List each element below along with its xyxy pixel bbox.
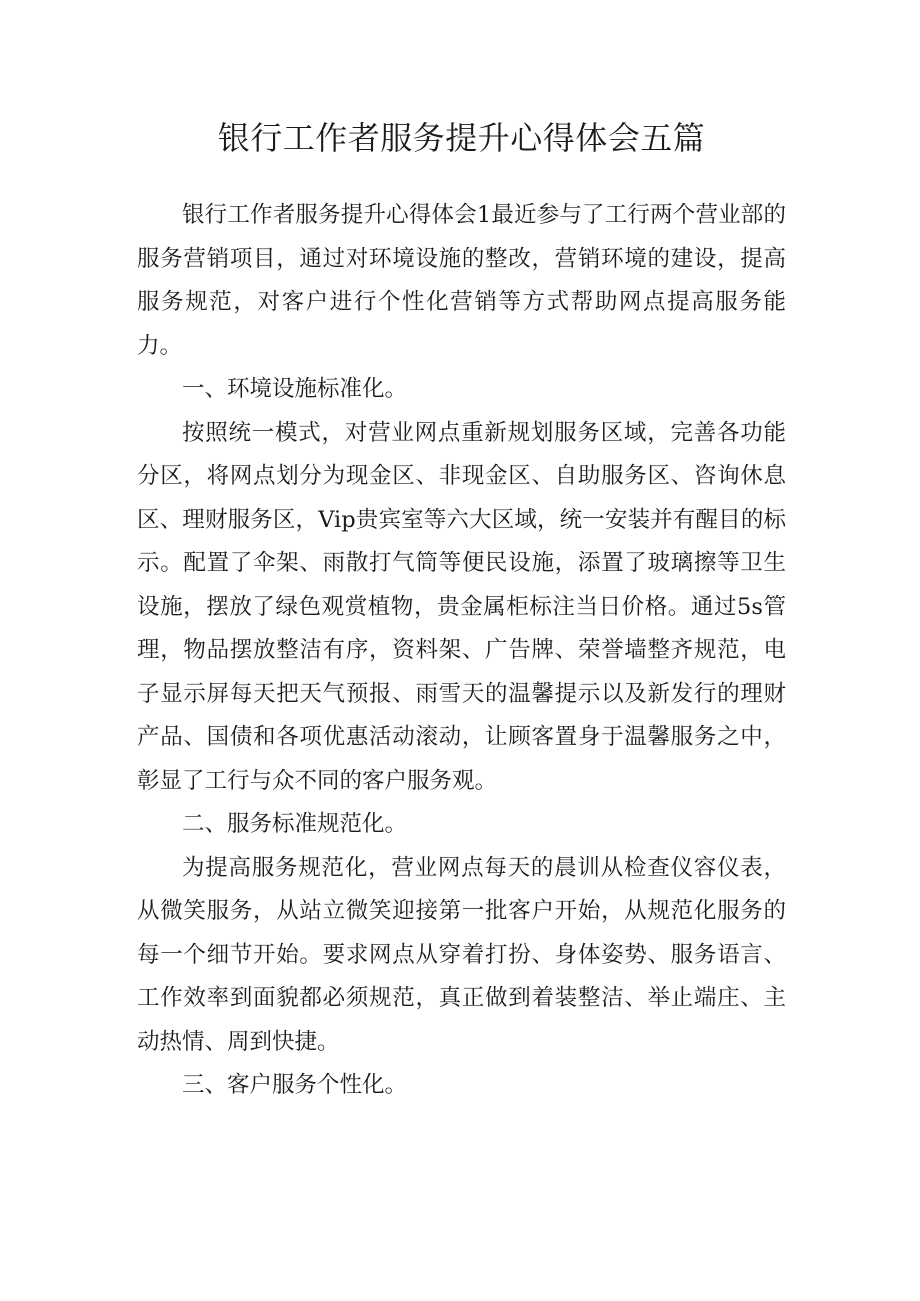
section-heading-environment: 一、环境设施标准化。 — [182, 376, 408, 402]
environment-paragraph: 按照统一模式，对营业网点重新规划服务区域，完善各功能分区，将网点划分为现金区、非现金区、自助服务区、咨询休息区、理财服务区，Vip贵宾室等六大区域，统一安装并有醒目的标示。配置了伞架、雨散打气筒等便民设施，添置了玻璃擦等卫生设施，摆放了绿色观赏植物，贵金属柜标注当日价格。通过5s管理，物品摆放整洁有序，资料架、广告牌、荣誉墙整齐规范，电子显示屏每天把天气预报、雨雪天的温馨提示以及新发行的理财产品、国债和各项优惠活动滚动，让顾客置身于温馨服务之中，彰显了工行与众不同的客户服务观。 — [137, 419, 786, 794]
section-heading-personalized-service: 三、客户服务个性化。 — [182, 1072, 408, 1098]
intro-paragraph: 银行工作者服务提升心得体会1最近参与了工行两个营业部的服务营销项目，通过对环境设施的整改，营销环境的建设，提高服务规范，对客户进行个性化营销等方式帮助网点提高服务能力。 — [137, 202, 786, 359]
section-heading-service-standard: 二、服务标准规范化。 — [182, 811, 408, 837]
document-body — [137, 194, 786, 1108]
document-title: 银行工作者服务提升心得体会五篇 — [217, 119, 706, 157]
service-standard-paragraph: 为提高服务规范化，营业网点每天的晨训从检查仪容仪表，从微笑服务，从站立微笑迎接第一批客户开始，从规范化服务的每一个细节开始。要求网点从穿着打扮、身体姿势、服务语言、工作效率到面貌都必须规范，真正做到着装整洁、举止端庄、主动热情、周到快捷。 — [137, 854, 786, 1055]
